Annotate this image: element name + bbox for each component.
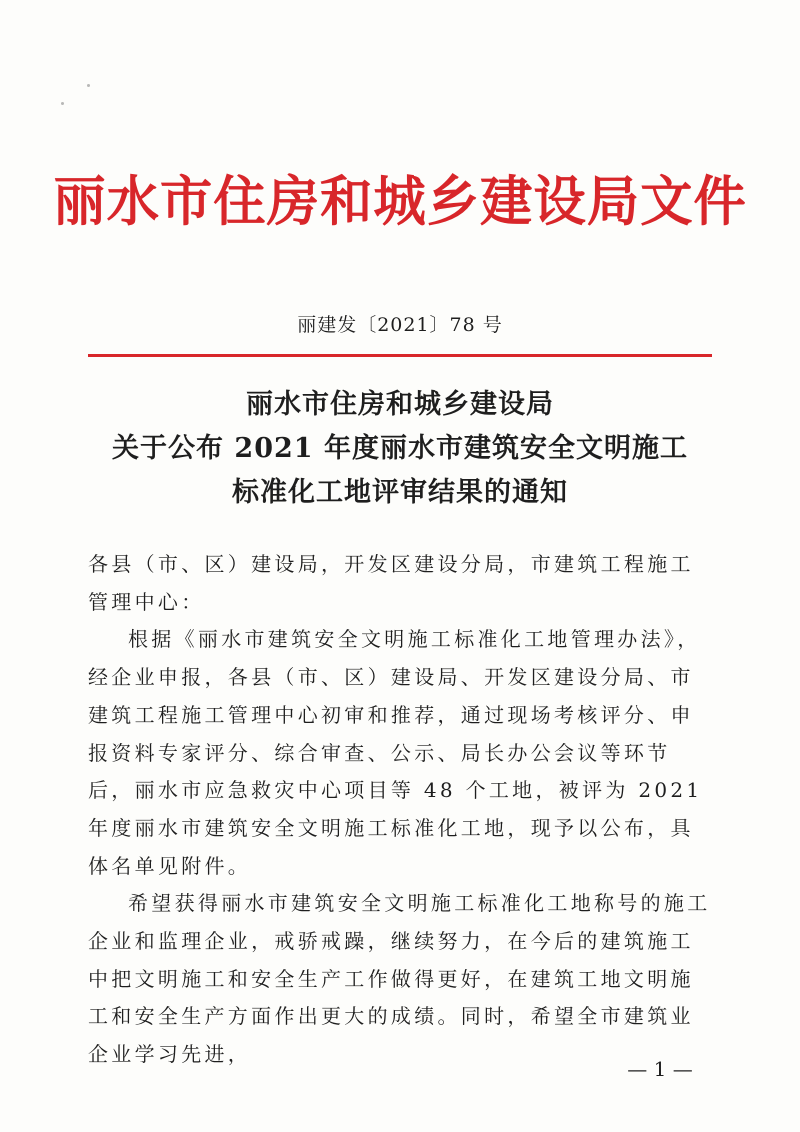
body-paragraph-2: 希望获得丽水市建筑安全文明施工标准化工地称号的施工企业和监理企业，戒骄戒躁，继续努力，在今后的建筑施工中把文明施工和安全生产工作做得更好，在建筑工地文明施工和安全生产方面作出更大的成绩。同时，希望全市建筑业企业学习先进， <box>88 891 711 1067</box>
issuer-header: 丽水市住房和城乡建设局文件 <box>53 170 747 233</box>
notice-title <box>0 383 800 515</box>
document-number: 丽建发〔2021〕78 号 <box>297 314 503 336</box>
scan-speck <box>61 102 64 105</box>
page-number: — 1 — <box>627 1057 693 1081</box>
red-divider-line <box>88 354 712 357</box>
title-line-2: 关于公布 2021 年度丽水市建筑安全文明施工 <box>112 433 688 464</box>
addressee: 各县（市、区）建设局，开发区建设分局，市建筑工程施工管理中心： <box>88 552 694 614</box>
notice-body <box>88 546 712 1074</box>
title-line-1: 丽水市住房和城乡建设局 <box>246 389 554 420</box>
body-paragraph-1: 根据《丽水市建筑安全文明施工标准化工地管理办法》，经企业申报，各县（市、区）建设局、开发区建设分局、市建筑工程施工管理中心初审和推荐，通过现场考核评分、申报资料专家评分、综合审查、公示、局长办公会议等环节后，丽水市应急救灾中心项目等 48 个工地，被评为 2021 年度丽水市建筑安全文明施工标准化工地，现予以公布，具体名单见附件。 <box>88 627 703 878</box>
title-line-3: 标准化工地评审结果的通知 <box>232 477 568 508</box>
scan-speck <box>87 84 90 87</box>
